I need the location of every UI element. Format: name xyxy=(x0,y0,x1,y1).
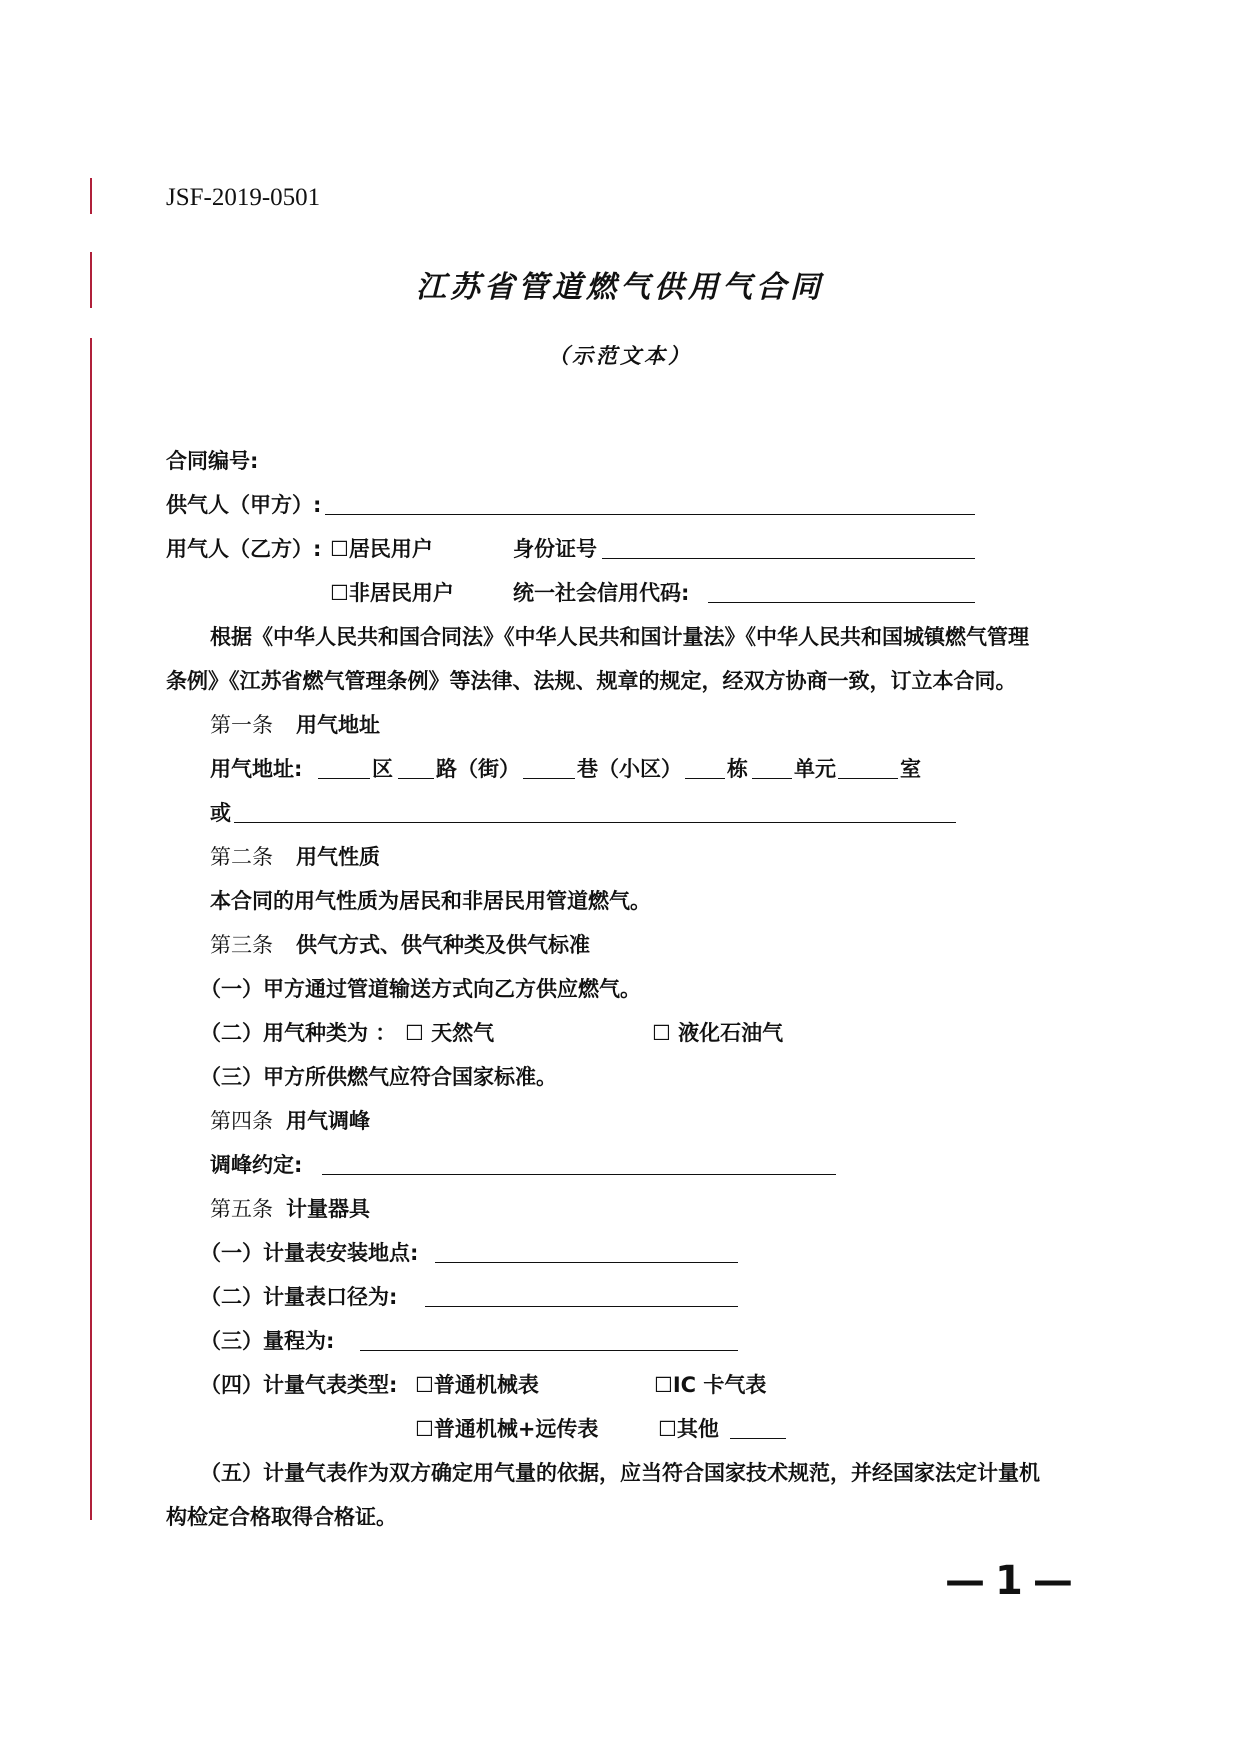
article-4-number: 第四条 xyxy=(210,1109,273,1133)
resident-checkbox[interactable]: ☐居民用户 xyxy=(330,537,433,561)
meter-range-label: （三）量程为: xyxy=(200,1329,335,1353)
meter-caliber-field[interactable] xyxy=(425,1306,738,1307)
user-label: 用气人（乙方）: xyxy=(166,537,322,561)
id-number-field[interactable] xyxy=(602,558,975,559)
article-3-title: 供气方式、供气种类及供气标准 xyxy=(296,933,590,957)
nonresident-checkbox[interactable]: ☐非居民用户 xyxy=(330,581,454,605)
ic-card-meter-checkbox[interactable]: ☐IC 卡气表 xyxy=(654,1373,767,1397)
address-or-label: 或 xyxy=(210,801,231,825)
lane-label: 巷（小区） xyxy=(577,757,682,781)
article-5-clause-5-line-2: 构检定合格取得合格证。 xyxy=(166,1505,397,1529)
article-4-title: 用气调峰 xyxy=(286,1109,370,1133)
credit-code-field[interactable] xyxy=(708,602,975,603)
document-title: 江苏省管道燃气供用气合同 xyxy=(416,270,824,305)
preamble-line-2: 条例》《江苏省燃气管理条例》等法律、法规、规章的规定，经双方协商一致，订立本合同。 xyxy=(166,669,1017,693)
article-2-number: 第二条 xyxy=(210,845,273,869)
gas-nature-text: 本合同的用气性质为居民和非居民用管道燃气。 xyxy=(210,889,651,913)
contract-no-label: 合同编号: xyxy=(166,449,259,473)
lpg-checkbox[interactable]: ☐ 液化石油气 xyxy=(652,1021,784,1045)
mechanical-meter-checkbox[interactable]: ☐普通机械表 xyxy=(415,1373,539,1397)
credit-code-label: 统一社会信用代码: xyxy=(513,581,690,605)
other-meter-field[interactable] xyxy=(730,1438,786,1439)
gas-type-label: （二）用气种类为 ： xyxy=(200,1021,397,1045)
article-3-number: 第三条 xyxy=(210,933,273,957)
article-3-clause-3: （三）甲方所供燃气应符合国家标准。 xyxy=(200,1065,557,1089)
room-field[interactable] xyxy=(838,778,898,779)
address-alt-field[interactable] xyxy=(234,822,956,823)
margin-mark xyxy=(90,178,92,214)
other-meter-checkbox[interactable]: ☐其他 xyxy=(658,1417,719,1441)
meter-caliber-label: （二）计量表口径为: xyxy=(200,1285,398,1309)
article-1-number: 第一条 xyxy=(210,713,273,737)
lane-field[interactable] xyxy=(523,778,575,779)
supplier-label: 供气人（甲方）: xyxy=(166,493,322,517)
article-5-number: 第五条 xyxy=(210,1197,273,1221)
remote-meter-checkbox[interactable]: ☐普通机械+远传表 xyxy=(415,1417,599,1441)
document-code: JSF-2019-0501 xyxy=(166,184,321,211)
natural-gas-checkbox[interactable]: ☐ 天然气 xyxy=(405,1021,495,1045)
preamble-line-1: 根据《中华人民共和国合同法》《中华人民共和国计量法》《中华人民共和国城镇燃气管理 xyxy=(210,625,1029,649)
meter-location-label: （一）计量表安装地点: xyxy=(200,1241,419,1265)
road-label: 路（街） xyxy=(436,757,520,781)
article-2-title: 用气性质 xyxy=(296,845,380,869)
building-field[interactable] xyxy=(685,778,725,779)
margin-mark xyxy=(90,338,92,1520)
meter-range-field[interactable] xyxy=(360,1350,738,1351)
address-label: 用气地址: xyxy=(210,757,303,781)
room-label: 室 xyxy=(900,757,921,781)
article-5-title: 计量器具 xyxy=(286,1197,370,1221)
road-field[interactable] xyxy=(398,778,434,779)
peak-agreement-field[interactable] xyxy=(322,1174,836,1175)
building-label: 栋 xyxy=(727,757,748,781)
meter-location-field[interactable] xyxy=(435,1262,738,1263)
unit-field[interactable] xyxy=(752,778,792,779)
unit-label: 单元 xyxy=(794,757,836,781)
id-number-label: 身份证号 xyxy=(513,537,597,561)
district-label: 区 xyxy=(372,757,393,781)
document-subtitle: （示范文本） xyxy=(548,344,692,368)
article-5-clause-5-line-1: （五）计量气表作为双方确定用气量的依据，应当符合国家技术规范，并经国家法定计量机 xyxy=(200,1461,1040,1485)
peak-agreement-label: 调峰约定: xyxy=(210,1153,303,1177)
supplier-field[interactable] xyxy=(325,514,975,515)
meter-type-label: （四）计量气表类型: xyxy=(200,1373,398,1397)
page-number: —1— xyxy=(945,1558,1083,1604)
district-field[interactable] xyxy=(318,778,370,779)
article-1-title: 用气地址 xyxy=(296,713,380,737)
article-3-clause-1: （一）甲方通过管道输送方式向乙方供应燃气。 xyxy=(200,977,641,1001)
